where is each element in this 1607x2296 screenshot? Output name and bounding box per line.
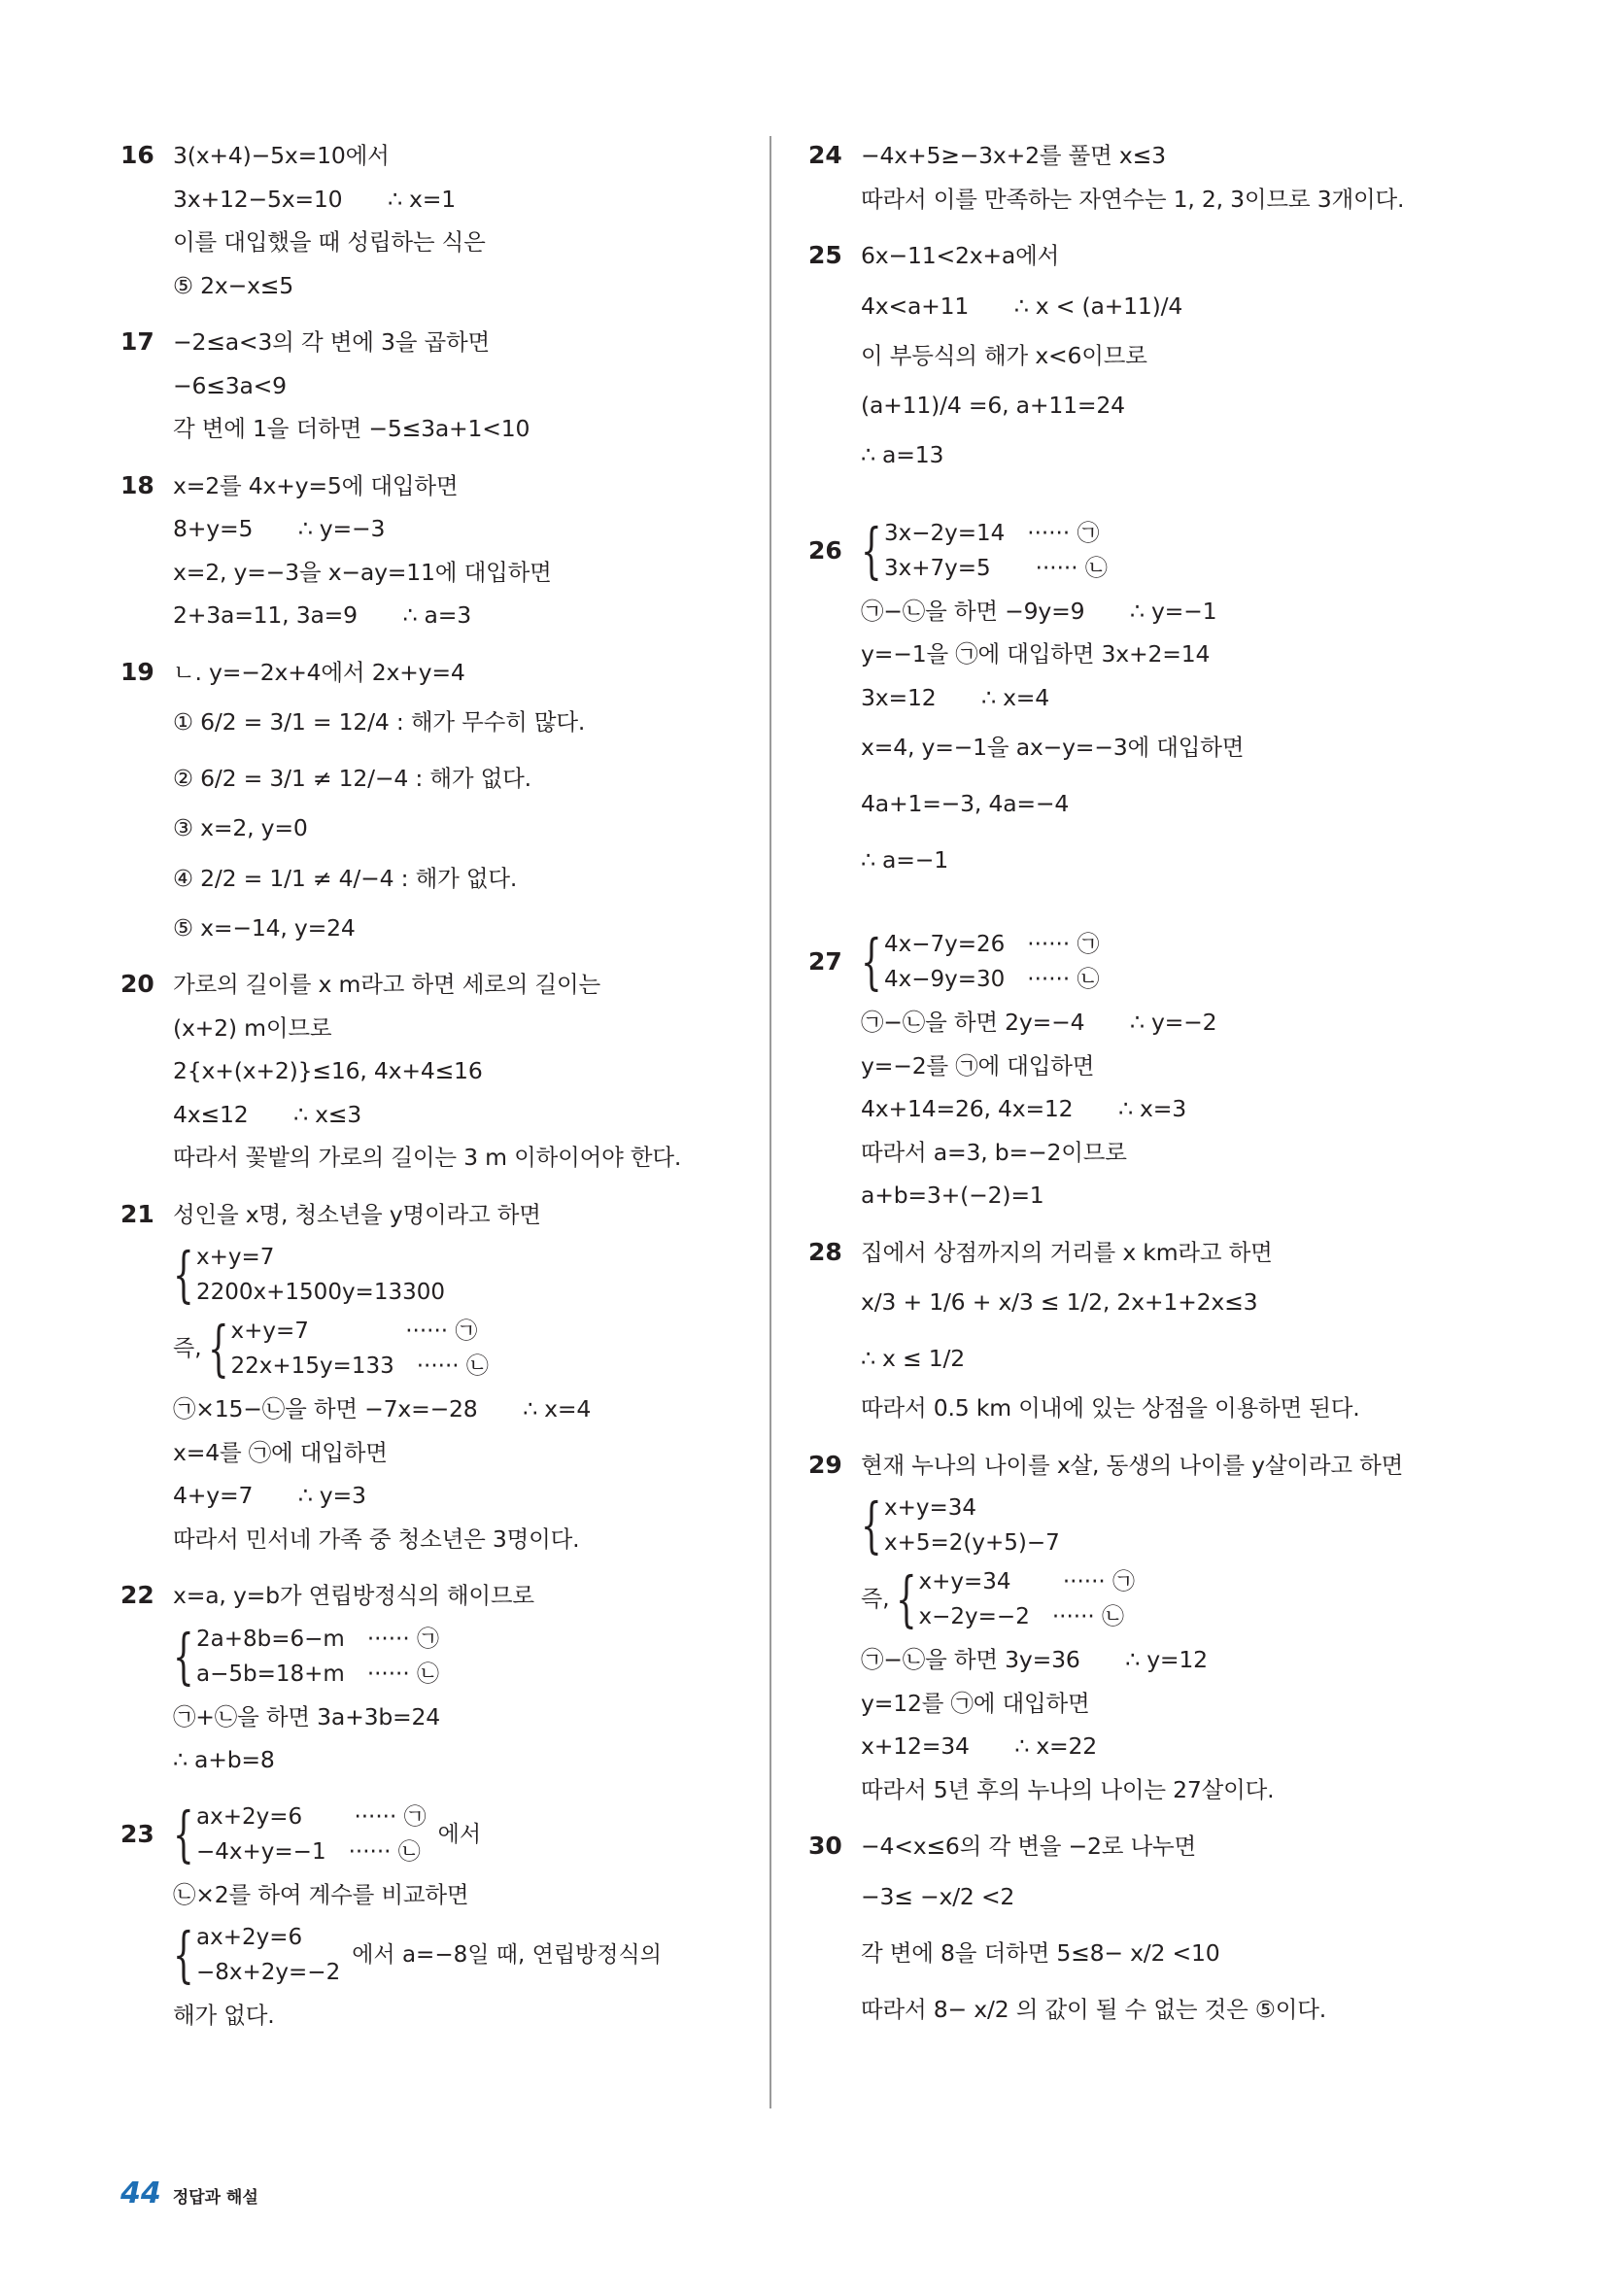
equation: 2200x+1500y=13300	[196, 1280, 445, 1305]
problem-number: 25	[808, 241, 842, 269]
solution-line: ㄴ. y=−2x+4에서 2x+y=4	[173, 658, 465, 686]
solution-line: x/3 + 1/6 + x/3 ≤ 1/2, 2x+1+2x≤3	[861, 1288, 1258, 1316]
solution-line: ㉠−㉡을 하면 2y=−4 ∴ y=−2	[861, 1009, 1217, 1036]
problem-number: 23	[120, 1819, 154, 1848]
brace-icon: {	[861, 514, 882, 586]
solution-line: x=4, y=−1을 ax−y=−3에 대입하면	[861, 734, 1245, 761]
solution-line: ∴ a=−1	[861, 846, 948, 874]
equation-system	[173, 1920, 742, 1990]
solution-line: x+12=34 ∴ x=22	[861, 1732, 1098, 1760]
equation-system	[173, 1240, 742, 1310]
brace-icon: {	[207, 1313, 229, 1384]
system-prefix: 즉,	[861, 1587, 890, 1612]
solution-line: ㉡×2를 하여 계수를 비교하면	[173, 1880, 469, 1908]
problem-number: 26	[808, 535, 842, 565]
solution-line: 3x+12−5x=10 ∴ x=1	[173, 185, 456, 213]
problem-21	[120, 1193, 742, 1561]
solution-line: 따라서 꽃밭의 가로의 길이는 3 m 이하이어야 한다.	[173, 1144, 682, 1171]
brace-icon: {	[861, 1490, 882, 1560]
equation: x+y=7	[196, 1245, 275, 1270]
equation-system	[173, 1622, 742, 1692]
solution-line: ④ 2/2 = 1/1 ≠ 4/−4 : 해가 없다.	[173, 864, 518, 892]
problem-number: 22	[120, 1581, 154, 1609]
problem-29	[808, 1444, 1440, 1812]
solution-line: ∴ a+b=8	[173, 1746, 275, 1773]
solution-line: 4x<a+11 ∴ x < (a+11)/4	[861, 291, 1183, 320]
column-divider	[769, 136, 771, 2108]
equation: ax+2y=6 ······ ㉠	[196, 1803, 427, 1830]
right-column	[808, 134, 1440, 2038]
solution-line: x=2, y=−3을 x−ay=11에 대입하면	[173, 558, 552, 586]
solution-line: −2≤a<3의 각 변에 3을 곱하면	[173, 328, 491, 356]
problem-17	[120, 321, 742, 451]
equation-system	[173, 1314, 742, 1384]
solution-line: ㉠−㉡을 하면 −9y=9 ∴ y=−1	[861, 597, 1217, 625]
solution-line: 6x−11<2x+a에서	[861, 242, 1060, 269]
solution-line: 가로의 길이를 x m라고 하면 세로의 길이는	[173, 971, 601, 998]
problem-number: 28	[808, 1237, 842, 1266]
solution-line: 2{x+(x+2)}≤16, 4x+4≤16	[173, 1057, 483, 1084]
solution-line: 이 부등식의 해가 x<6이므로	[861, 341, 1147, 369]
equation: 3x−2y=14 ······ ㉠	[884, 520, 1100, 546]
equation: −4x+y=−1 ······ ㉡	[196, 1838, 421, 1865]
problem-number: 20	[120, 970, 154, 998]
brace-icon: {	[173, 1798, 194, 1869]
problem-19	[120, 651, 742, 950]
problem-number: 19	[120, 657, 154, 686]
equation: 22x+15y=133 ······ ㉡	[230, 1354, 489, 1379]
brace-icon: {	[173, 1620, 194, 1692]
solution-line: −4x+5≥−3x+2를 풀면 x≤3	[861, 142, 1166, 169]
equation: −8x+2y=−2	[196, 1960, 341, 1985]
equation: 4x−7y=26 ······ ㉠	[884, 932, 1100, 957]
system-suffix: 에서	[437, 1821, 482, 1847]
solution-line: (a+11)/4 =6, a+11=24	[861, 392, 1125, 419]
solution-line: x=a, y=b가 연립방정식의 해이므로	[173, 1582, 534, 1609]
problem-18	[120, 464, 742, 637]
equation: 4x−9y=30 ······ ㉡	[884, 967, 1100, 992]
solution-line: −6≤3a<9	[173, 371, 287, 399]
problem-number: 29	[808, 1450, 842, 1479]
problem-30	[808, 1825, 1440, 2038]
problem-28	[808, 1231, 1440, 1430]
equation: 2a+8b=6−m ······ ㉠	[196, 1626, 439, 1652]
page-number: 44	[120, 2176, 161, 2210]
problem-24	[808, 134, 1440, 221]
solution-line: 이를 대입했을 때 성립하는 식은	[173, 228, 486, 256]
solution-line: y=−2를 ㉠에 대입하면	[861, 1051, 1095, 1079]
solution-line: 현재 누나의 나이를 x살, 동생의 나이를 y살이라고 하면	[861, 1451, 1404, 1479]
problem-26	[808, 516, 1440, 889]
problem-25	[808, 234, 1440, 477]
equation: x+y=34	[884, 1495, 977, 1521]
brace-icon: {	[861, 926, 882, 997]
solution-line: 따라서 민서네 가족 중 청소년은 3명이다.	[173, 1525, 580, 1553]
problem-number: 24	[808, 141, 842, 169]
solution-line: ⑤ 2x−x≤5	[173, 271, 294, 299]
solution-line: 4x≤12 ∴ x≤3	[173, 1100, 362, 1128]
solution-line: 따라서 8− x/2 의 값이 될 수 없는 것은 ⑤이다.	[861, 1995, 1326, 2023]
equation: ax+2y=6	[196, 1925, 303, 1950]
equation-system	[173, 1799, 742, 1869]
brace-icon: {	[173, 1919, 194, 1990]
equation-system	[861, 516, 1440, 586]
solution-line: 집에서 상점까지의 거리를 x km라고 하면	[861, 1238, 1273, 1266]
solution-line: −3≤ −x/2 <2	[861, 1882, 1015, 1910]
problem-23	[120, 1799, 742, 2038]
solution-line: ② 6/2 = 3/1 ≠ 12/−4 : 해가 없다.	[173, 765, 531, 792]
problem-number: 18	[120, 470, 154, 499]
solution-line: 2+3a=11, 3a=9 ∴ a=3	[173, 601, 471, 629]
solution-line: ① 6/2 = 3/1 = 12/4 : 해가 무수히 많다.	[173, 708, 586, 736]
equation: x+5=2(y+5)−7	[884, 1530, 1060, 1556]
problem-16	[120, 134, 742, 307]
solution-line: 3(x+4)−5x=10에서	[173, 142, 390, 169]
solution-line: 3x=12 ∴ x=4	[861, 683, 1050, 711]
solution-line: 성인을 x명, 청소년을 y명이라고 하면	[173, 1200, 541, 1228]
problem-22	[120, 1574, 742, 1782]
problem-number: 30	[808, 1832, 842, 1860]
solution-line: 따라서 5년 후의 누나의 나이는 27살이다.	[861, 1775, 1275, 1803]
equation: x−2y=−2 ······ ㉡	[918, 1604, 1125, 1629]
problem-number: 21	[120, 1199, 154, 1228]
solution-line: y=−1을 ㉠에 대입하면 3x+2=14	[861, 640, 1211, 668]
solution-line: 따라서 이를 만족하는 자연수는 1, 2, 3이므로 3개이다.	[861, 185, 1405, 213]
solution-line: 4a+1=−3, 4a=−4	[861, 790, 1070, 817]
solution-line: 따라서 0.5 km 이내에 있는 상점을 이용하면 된다.	[861, 1394, 1360, 1422]
brace-icon: {	[173, 1239, 194, 1310]
equation: x+y=34 ······ ㉠	[918, 1569, 1136, 1594]
solution-line: ㉠+㉡을 하면 3a+3b=24	[173, 1702, 441, 1731]
solution-line: 해가 없다.	[173, 2002, 275, 2029]
equation-system	[861, 1491, 1440, 1560]
left-column	[120, 134, 742, 2038]
equation: 3x+7y=5 ······ ㉡	[884, 555, 1108, 581]
solution-line: 4x+14=26, 4x=12 ∴ x=3	[861, 1095, 1187, 1122]
problem-20	[120, 963, 742, 1180]
problem-27	[808, 927, 1440, 1217]
solution-line: ∴ a=13	[861, 441, 944, 468]
solution-line: x=4를 ㉠에 대입하면	[173, 1438, 388, 1466]
page-footer	[120, 2176, 258, 2210]
equation: x+y=7 ······ ㉠	[230, 1319, 478, 1344]
solution-line: ③ x=2, y=0	[173, 814, 308, 841]
solution-line: (x+2) m이므로	[173, 1013, 332, 1042]
brace-icon: {	[895, 1563, 917, 1634]
solution-line: 따라서 a=3, b=−2이므로	[861, 1138, 1127, 1166]
solution-line: x=2를 4x+y=5에 대입하면	[173, 471, 459, 499]
problem-number: 27	[808, 947, 842, 976]
solution-line: 4+y=7 ∴ y=3	[173, 1482, 366, 1509]
solution-line: ∴ x ≤ 1/2	[861, 1345, 965, 1372]
solution-line: y=12를 ㉠에 대입하면	[861, 1689, 1090, 1717]
page-label: 정답과 해설	[172, 2188, 258, 2208]
solution-line: −4<x≤6의 각 변을 −2로 나누면	[861, 1833, 1197, 1860]
solution-line: 각 변에 1을 더하면 −5≤3a+1<10	[173, 415, 530, 442]
solution-line: 8+y=5 ∴ y=−3	[173, 515, 386, 542]
system-prefix: 즉,	[173, 1336, 202, 1361]
equation: a−5b=18+m ······ ㉡	[196, 1661, 439, 1687]
solution-line: ⑤ x=−14, y=24	[173, 913, 356, 942]
equation-system	[861, 1564, 1440, 1634]
solution-line: ㉠×15−㉡을 하면 −7x=−28 ∴ x=4	[173, 1395, 592, 1422]
system-suffix: 에서 a=−8일 때, 연립방정식의	[352, 1942, 662, 1968]
equation-system	[861, 927, 1440, 997]
problem-number: 16	[120, 141, 154, 169]
solution-line: a+b=3+(−2)=1	[861, 1182, 1044, 1209]
solution-line: ㉠−㉡을 하면 3y=36 ∴ y=12	[861, 1646, 1208, 1673]
solution-line: 각 변에 8을 더하면 5≤8− x/2 <10	[861, 1938, 1220, 1967]
problem-number: 17	[120, 327, 154, 356]
